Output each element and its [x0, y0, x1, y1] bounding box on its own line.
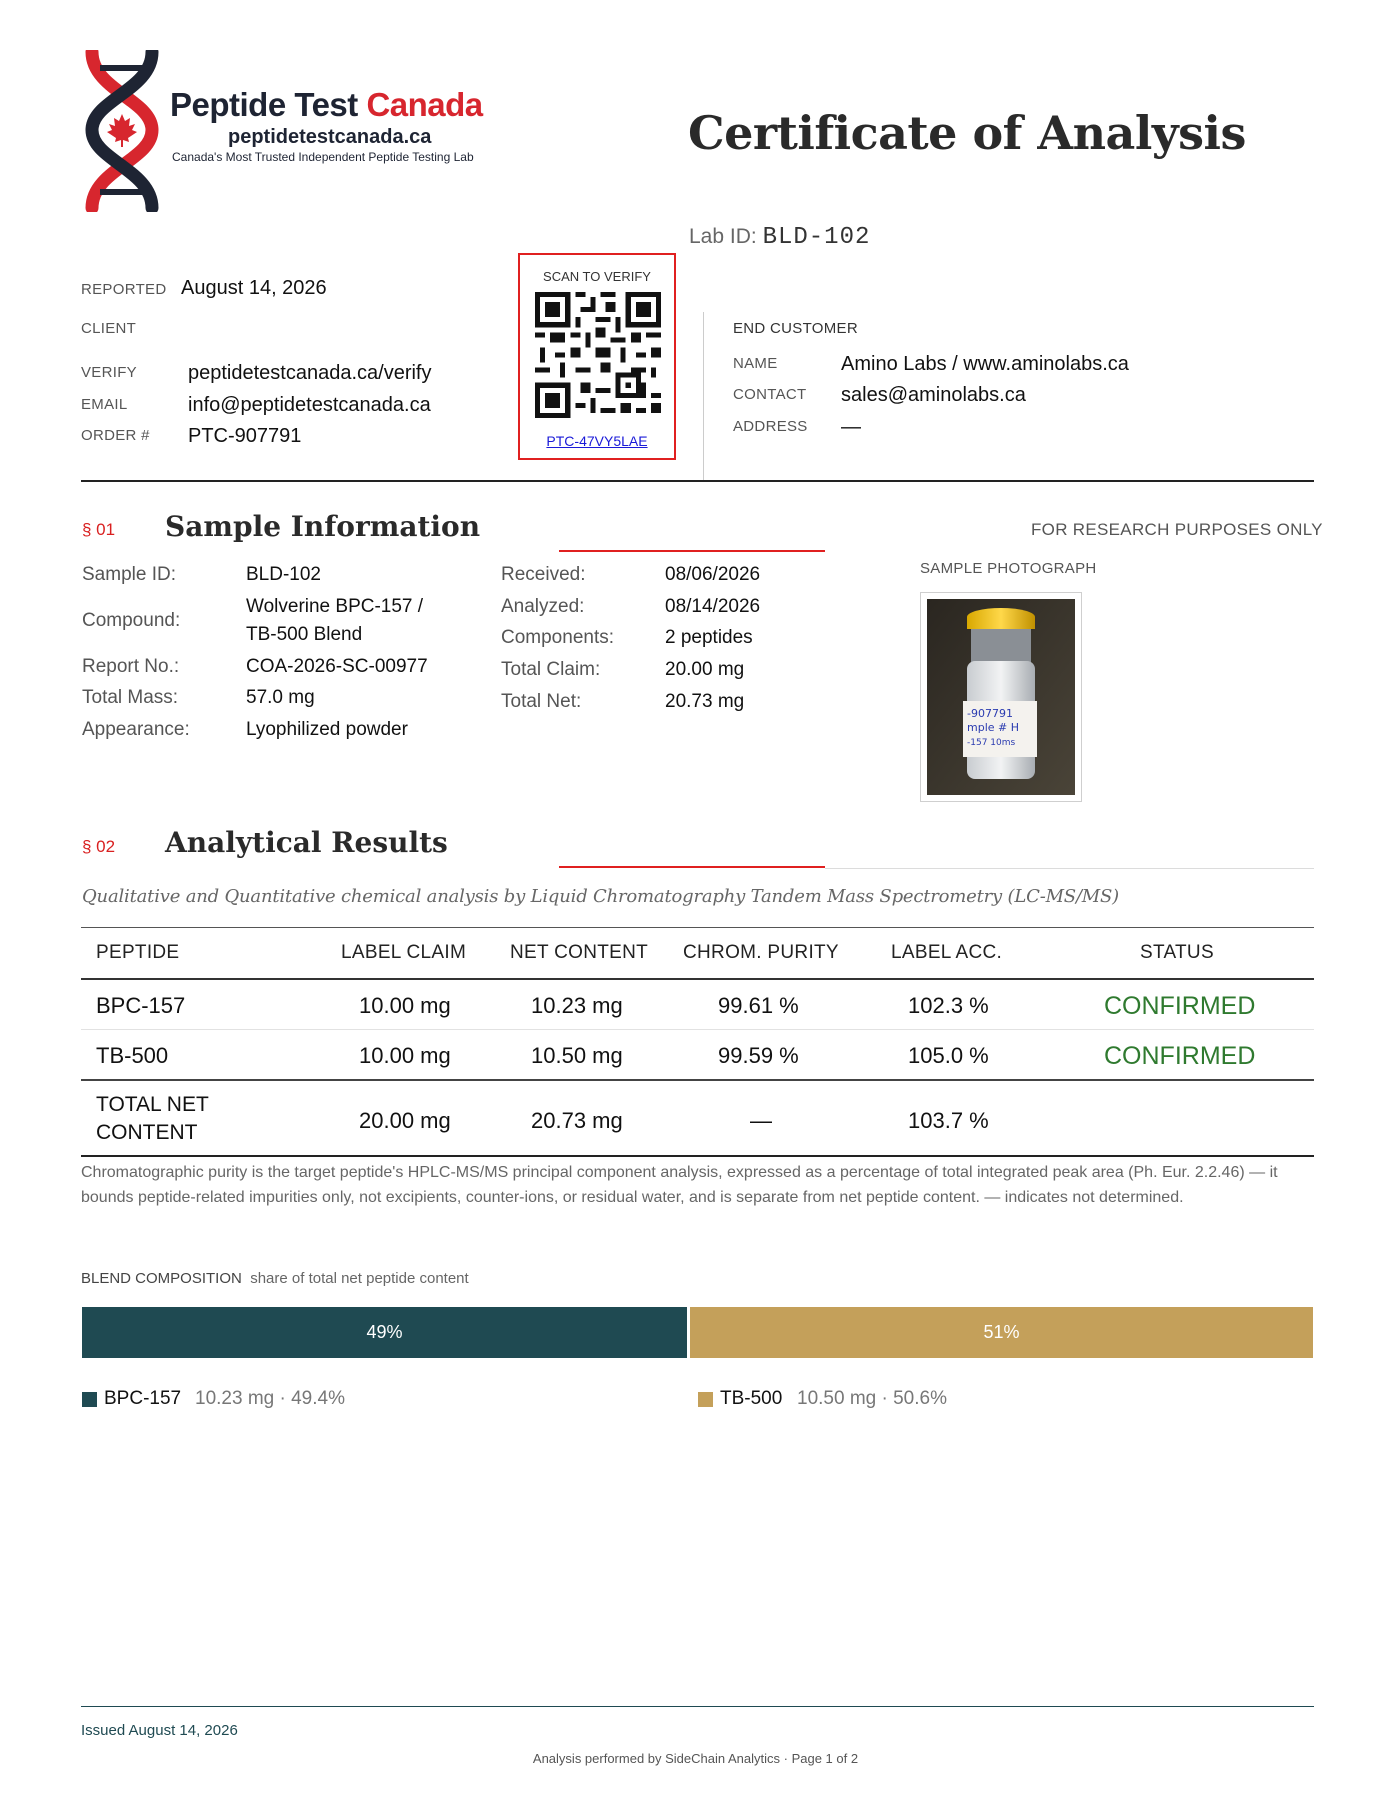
appearance-value: Lyophilized powder: [246, 719, 408, 740]
email-label: EMAIL: [81, 396, 128, 413]
analyzed-value: 08/14/2026: [665, 596, 761, 617]
row-bpc157-purity: 99.61 %: [718, 993, 799, 1018]
blend-segment-tb500: [690, 1307, 1313, 1358]
total-row-acc: 103.7 %: [908, 1108, 989, 1133]
qr-caption: SCAN TO VERIFY: [543, 269, 651, 284]
total-claim-label: Total Claim:: [501, 659, 601, 680]
row-bpc157-peptide: BPC-157: [96, 993, 186, 1018]
total-net-value: 20.73 mg: [665, 691, 745, 712]
order-value: PTC-907791: [188, 425, 302, 447]
reported-value: August 14, 2026: [181, 277, 327, 299]
section-accent-line: [559, 550, 825, 552]
end-customer-address-label: ADDRESS: [733, 418, 808, 435]
end-customer-address: —: [841, 416, 861, 438]
appearance-label: Appearance:: [82, 719, 190, 740]
legend-swatch-tb500: [698, 1392, 713, 1407]
verify-link[interactable]: peptidetestcanada.ca/verify: [188, 362, 432, 384]
blend-segment-label: 49%: [366, 1322, 403, 1342]
col-header-peptide: PEPTIDE: [96, 942, 180, 963]
brand-url: peptidetestcanada.ca: [228, 126, 432, 148]
brand-name: Peptide Test Canada: [170, 86, 483, 123]
table-top-rule: [81, 927, 1314, 928]
row-bpc157-net: 10.23 mg: [531, 993, 623, 1018]
sample-photograph: [920, 592, 1082, 802]
total-mass-label: Total Mass:: [82, 687, 179, 708]
total-row-claim: 20.00 mg: [359, 1108, 451, 1133]
qr-code-icon[interactable]: [535, 292, 661, 418]
end-customer-contact-label: CONTACT: [733, 386, 807, 403]
blend-composition-bar: [82, 1307, 1313, 1358]
total-row-label-line2: CONTENT: [96, 1121, 198, 1144]
section-title-analytical-results: Analytical Results: [165, 826, 448, 859]
research-only-note: FOR RESEARCH PURPOSES ONLY: [1031, 520, 1323, 539]
table-bottom-rule: [81, 1155, 1314, 1157]
method-description: Qualitative and Quantitative chemical analysis by Liquid Chromatography Tandem Mass Spectrometry (LC-MS/MS): [82, 886, 1119, 907]
col-header-chrom-purity: CHROM. PURITY: [683, 942, 839, 963]
compound-value-line2: TB-500 Blend: [246, 624, 363, 645]
email-link[interactable]: info@peptidetestcanada.ca: [188, 394, 431, 416]
brand-tagline: Canada's Most Trusted Independent Peptide Testing Lab: [172, 150, 474, 164]
vial-handwriting-line1: -907791: [967, 707, 1013, 720]
vial-handwriting-line2: mple # H: [967, 721, 1020, 734]
total-row-net: 20.73 mg: [531, 1108, 623, 1133]
report-no-value: COA-2026-SC-00977: [246, 656, 428, 677]
row-bpc157-claim: 10.00 mg: [359, 993, 451, 1018]
purity-footnote: Chromatographic purity is the target peptide's HPLC-MS/MS principal component analysis, expressed as a percentage of total integrated peak area (Ph. Eur. 2.2.46) — it bounds peptide-related impurities only, not excipients, counter-ions, or residual water, and is separate from net peptide content. — indicates not determined.: [81, 1164, 1278, 1206]
end-customer-name-label: NAME: [733, 355, 778, 372]
total-mass-value: 57.0 mg: [246, 687, 315, 708]
client-label: CLIENT: [81, 320, 137, 337]
legend-name-bpc157: BPC-157: [104, 1388, 182, 1409]
brand-logo: [84, 50, 484, 212]
legend-name-tb500: TB-500: [720, 1388, 783, 1409]
order-label: ORDER #: [81, 427, 150, 444]
end-customer-name: Amino Labs / www.aminolabs.ca: [841, 353, 1129, 375]
received-label: Received:: [501, 564, 586, 585]
blend-segment-label: 51%: [983, 1322, 1020, 1342]
document-title: Certificate of Analysis: [688, 106, 1246, 160]
analyzed-label: Analyzed:: [501, 596, 585, 617]
compound-value-line1: Wolverine BPC-157 /: [246, 596, 424, 617]
sample-id-value: BLD-102: [246, 564, 321, 585]
section-title-sample-information: Sample Information: [165, 510, 481, 543]
column-divider: [703, 312, 704, 480]
qr-verify-box[interactable]: [518, 253, 676, 460]
issued-date: Issued August 14, 2026: [81, 1722, 238, 1739]
reported-label: REPORTED: [81, 281, 167, 298]
total-row-purity: —: [750, 1108, 772, 1133]
row-tb500-acc: 105.0 %: [908, 1043, 989, 1068]
row-tb500-claim: 10.00 mg: [359, 1043, 451, 1068]
total-row-label-line1: TOTAL NET: [96, 1093, 209, 1116]
total-net-label: Total Net:: [501, 691, 582, 712]
dna-helix-icon: [84, 50, 164, 212]
col-header-label-claim: LABEL CLAIM: [341, 942, 467, 963]
blend-title: BLEND COMPOSITION: [81, 1270, 242, 1287]
qr-code-link[interactable]: PTC-47VY5LAE: [546, 433, 648, 449]
row-tb500-purity: 99.59 %: [718, 1043, 799, 1068]
components-label: Components:: [501, 627, 615, 648]
end-customer-heading: END CUSTOMER: [733, 320, 858, 337]
header-divider: [81, 480, 1314, 482]
sample-photo-label: SAMPLE PHOTOGRAPH: [920, 560, 1097, 577]
total-claim-value: 20.00 mg: [665, 659, 745, 680]
page-info: Analysis performed by SideChain Analytics · Page 1 of 2: [532, 1751, 859, 1766]
report-no-label: Report No.:: [82, 656, 180, 677]
row-tb500-net: 10.50 mg: [531, 1043, 623, 1068]
lab-id-value: BLD-102: [762, 224, 871, 251]
verify-label: VERIFY: [81, 364, 137, 381]
compound-label: Compound:: [82, 610, 181, 631]
legend-detail-bpc157: 10.23 mg · 49.4%: [195, 1388, 345, 1409]
blend-segment-bpc157: [82, 1307, 687, 1358]
row-bpc157-status-badge: CONFIRMED: [1104, 992, 1256, 1020]
table-header-rule: [81, 978, 1314, 980]
legend-swatch-bpc157: [82, 1392, 97, 1407]
sample-id-label: Sample ID:: [82, 564, 176, 585]
row-tb500-peptide: TB-500: [96, 1043, 169, 1068]
table-row-rule: [81, 1029, 1314, 1030]
components-value: 2 peptides: [665, 627, 753, 648]
col-header-status: STATUS: [1140, 942, 1214, 963]
lab-id-label: Lab ID:: [689, 225, 757, 248]
blend-subtitle: share of total net peptide content: [250, 1270, 469, 1287]
section-number: § 01: [82, 520, 116, 539]
section-number: § 02: [82, 837, 116, 856]
legend-detail-tb500: 10.50 mg · 50.6%: [797, 1388, 947, 1409]
end-customer-contact[interactable]: sales@aminolabs.ca: [841, 384, 1026, 406]
blend-composition-label: [81, 1270, 469, 1287]
section-accent-line: [559, 866, 825, 868]
vial-photo-image: [927, 599, 1075, 795]
footer-rule: [81, 1706, 1314, 1707]
section-rule: [825, 868, 1314, 869]
row-tb500-status-badge: CONFIRMED: [1104, 1042, 1256, 1070]
col-header-net-content: NET CONTENT: [510, 942, 649, 963]
vial-handwriting-line3: -157 10ms: [967, 738, 1016, 748]
col-header-label-acc: LABEL ACC.: [891, 942, 1003, 963]
table-total-rule: [81, 1079, 1314, 1081]
lab-id: [689, 224, 870, 251]
received-value: 08/06/2026: [665, 564, 761, 585]
row-bpc157-acc: 102.3 %: [908, 993, 989, 1018]
